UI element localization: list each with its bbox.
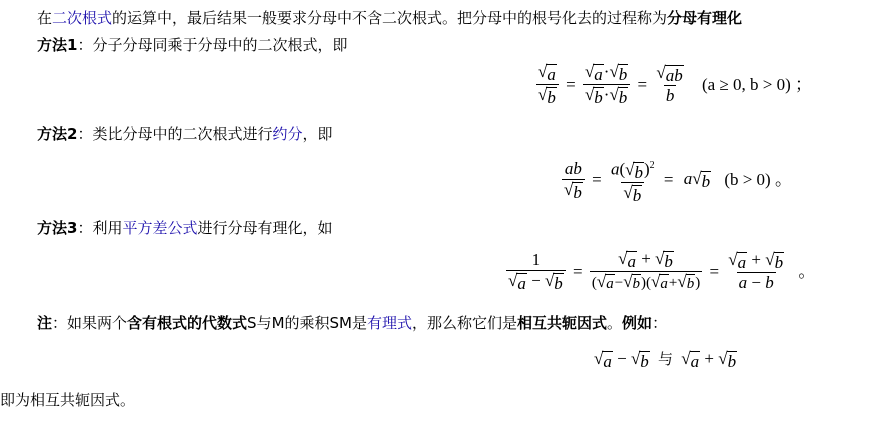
method3-text: ：利用 xyxy=(77,219,123,237)
method2-line xyxy=(37,124,332,144)
intro-line xyxy=(37,8,742,28)
note-text-2: S与M的乘积SM是 xyxy=(247,314,367,332)
method2-text-after: ，即 xyxy=(302,125,333,143)
intro-prefix: 在 xyxy=(37,9,53,27)
method1-label: 方法1 xyxy=(37,36,78,54)
term-rationalize-denominator: 分母有理化 xyxy=(667,9,743,27)
method3-line xyxy=(37,218,332,238)
method2-text: ：类比分母中的二次根式进行 xyxy=(77,125,273,143)
link-difference-of-squares[interactable]: 平方差公式 xyxy=(122,219,198,237)
intro-text: 的运算中，最后结果一般要求分母中不含二次根式。把分母中的根号化去的过程称为 xyxy=(112,9,668,27)
method2-label: 方法2 xyxy=(37,125,78,143)
conjugate-example: √ a − √ b 与 √ a + √ b xyxy=(594,349,737,371)
method2-condition: (b > 0) 。 xyxy=(724,170,792,190)
conjugate-joiner: 与 xyxy=(658,350,674,368)
note-text-4: 。 xyxy=(607,314,623,332)
note-label: 注 xyxy=(37,314,53,332)
method1-text: ：分子分母同乘于分母中的二次根式，即 xyxy=(77,36,348,54)
method2-formula: ab √ b = a( √ b )$^2$ √ b = a √ b (b > 0) 。 xyxy=(564,158,792,205)
link-reduction[interactable]: 约分 xyxy=(272,125,303,143)
link-rational-expression[interactable]: 有理式 xyxy=(366,314,412,332)
note-line xyxy=(37,313,667,333)
method1-formula: √ a √ b = √ a · √ b √ b · √ b = √ ab b (a ≥ 0, b > 0) ； xyxy=(538,62,813,107)
method3-text-after: 进行分母有理化，如 xyxy=(197,219,333,237)
link-quadratic-radical[interactable]: 二次根式 xyxy=(52,9,113,27)
method1-line xyxy=(37,35,347,55)
closing-line: 即为相互共轭因式。 xyxy=(0,391,136,409)
note-text-5: ： xyxy=(652,314,668,332)
term-example: 例如 xyxy=(622,314,653,332)
method1-condition: (a ≥ 0, b > 0) ； xyxy=(701,74,813,94)
note-text-1: ：如果两个 xyxy=(52,314,128,332)
note-text-3: ，那么称它们是 xyxy=(412,314,518,332)
term-conjugate-factor: 相互共轭因式 xyxy=(517,314,608,332)
method3-tail: 。 xyxy=(798,261,816,281)
term-radical-expression: 含有根式的代数式 xyxy=(127,314,248,332)
method3-label: 方法3 xyxy=(37,219,78,237)
method3-formula: 1 √ a − √ b = √ a + √ b ( √ a − √ b )( √ a + √ b ) = √ a + √ b a − b 。 xyxy=(508,249,816,293)
